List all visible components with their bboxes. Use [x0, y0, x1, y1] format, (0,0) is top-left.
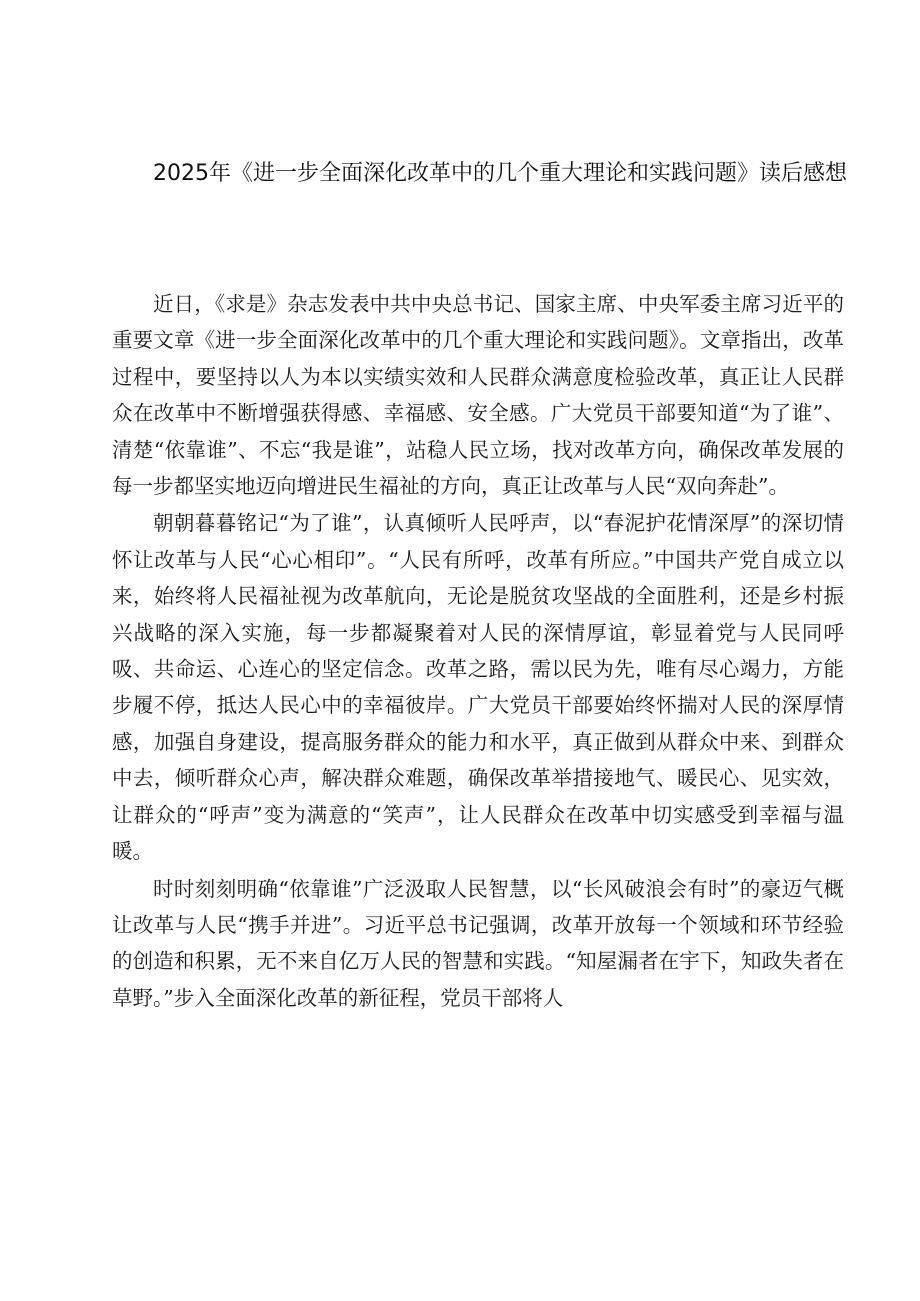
- paragraph-3: 时时刻刻明确“依靠谁”广泛汲取人民智慧，以“长风破浪会有时”的豪迈气概让改革与人民“携手并进”。习近平总书记强调，改革开放每一个领域和环节经验的创造和积累，无不来自亿万人民的智慧和实践。“知屋漏者在宇下，知政失者在草野。”步入全面深化改革的新征程，党员干部将人: [112, 876, 844, 1010]
- paragraph-2: 朝朝暮暮铭记“为了谁”，认真倾听人民呼声，以“春泥护花情深厚”的深切情怀让改革与人民“心心相印”。“人民有所呼，改革有所应。”中国共产党自成立以来，始终将人民福祉视为改革航向，无论是脱贫攻坚战的全面胜利，还是乡村振兴战略的深入实施，每一步都凝聚着对人民的深情厚谊，彰显着党与人民同呼吸、共命运、心连心的坚定信念。改革之路，需以民为先，唯有尽心竭力，方能步履不停，抵达人民心中的幸福彼岸。广大党员干部要始终怀揣对人民的深厚情感，加强自身建设，提高服务群众的能力和水平，真正做到从群众中来、到群众中去，倾听群众心声，解决群众难题，确保改革举措接地气、暖民心、见实效，让群众的“呼声”变为满意的“笑声”，让人民群众在改革中切实感受到幸福与温暖。: [112, 511, 844, 864]
- paragraph-1: 近日，《求是》杂志发表中共中央总书记、国家主席、中央军委主席习近平的重要文章《进一步全面深化改革中的几个重大理论和实践问题》。文章指出，改革过程中，要坚持以人为本以实绩实效和人民群众满意度检验改革，真正让人民群众在改革中不断增强获得感、幸福感、安全感。广大党员干部要知道“为了谁”、清楚“依靠谁”、不忘“我是谁”，站稳人民立场，找对改革方向，确保改革发展的每一步都坚实地迈向增进民生福祉的方向，真正让改革与人民“双向奔赴”。: [112, 292, 844, 499]
- document-body: [112, 286, 844, 1017]
- document-title: 2025年《进一步全面深化改革中的几个重大理论和实践问题》读后感想: [153, 161, 847, 186]
